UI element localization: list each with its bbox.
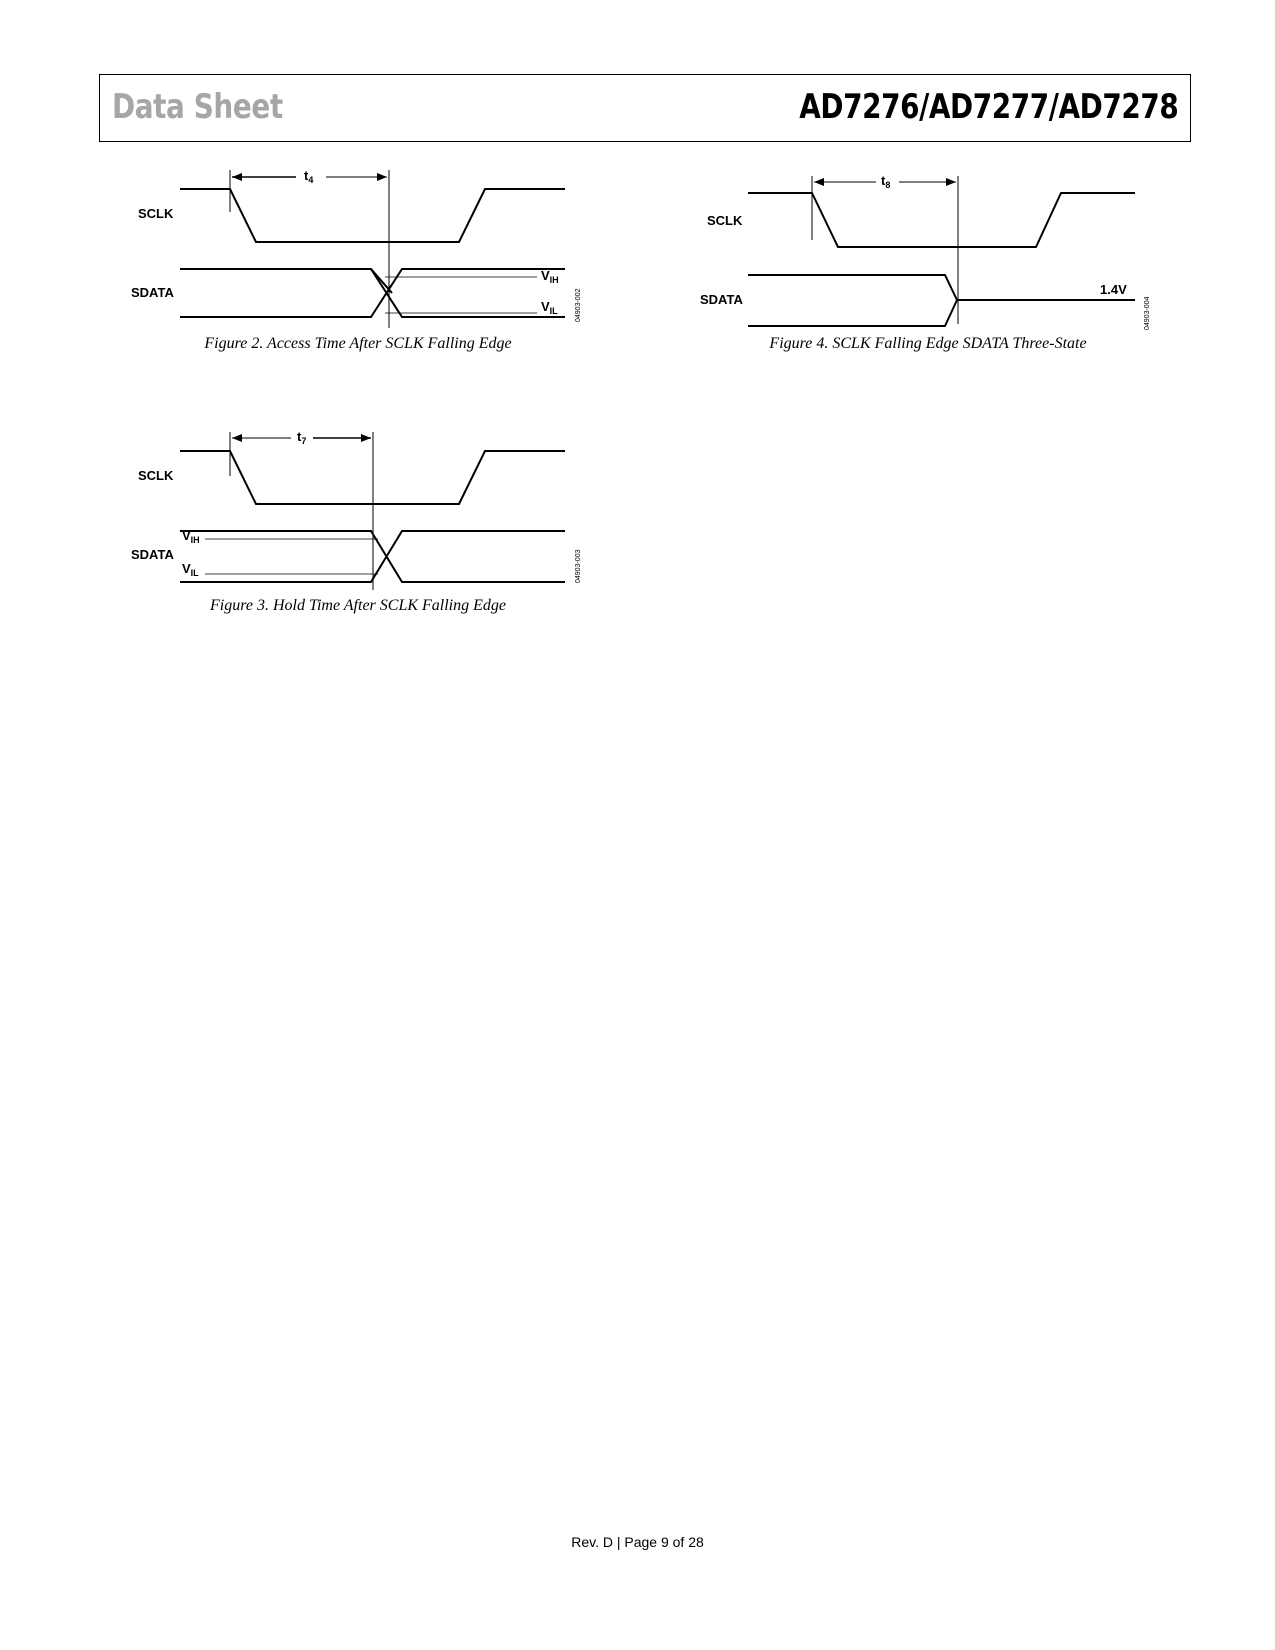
fig4-sclk-label: SCLK (707, 213, 743, 228)
figure-2-caption: Figure 2. Access Time After SCLK Falling Edge (204, 335, 512, 352)
figure-3-caption: Figure 3. Hold Time After SCLK Falling Edge (210, 597, 506, 614)
fig2-waveforms (131, 168, 582, 328)
fig4-sdata-upper (748, 275, 957, 300)
fig3-vil-label: $V_{IL}$ (182, 561, 199, 578)
fig4-sdata-label: SDATA (700, 292, 743, 307)
fig4-level-label: 1.4V (1100, 282, 1127, 297)
fig2-sdata-cross-b (180, 269, 565, 317)
fig3-waveforms (131, 429, 582, 590)
fig2-sclk-label: SCLK (138, 206, 174, 221)
fig2-sdata-cross-a (371, 269, 565, 317)
fig2-t4-label: $t_4$ (304, 168, 314, 185)
fig3-figure-code: 04903-003 (575, 549, 582, 583)
fig3-vih-label: $V_{IH}$ (182, 528, 200, 545)
fig2-vih-label: $V_{IH}$ (541, 268, 559, 285)
document-type-title: Data Sheet (112, 87, 283, 127)
fig4-t8-label: $t_8$ (881, 173, 891, 190)
fig3-sclk-label: SCLK (138, 468, 174, 483)
fig4-sdata-lower (748, 300, 957, 326)
fig4-figure-code: 04903-004 (1144, 296, 1151, 330)
fig2-sdata-upper (180, 269, 392, 293)
fig3-sdata-label: SDATA (131, 547, 174, 562)
part-number-title: AD7276/AD7277/AD7278 (798, 87, 1178, 127)
fig2-sclk-waveform (180, 189, 565, 242)
fig2-vil-label: $V_{IL}$ (541, 299, 558, 316)
fig2-sdata-label: SDATA (131, 285, 174, 300)
fig2-figure-code: 04903-002 (575, 288, 582, 322)
page-footer: Rev. D | Page 9 of 28 (571, 1534, 704, 1550)
fig4-sclk-waveform (748, 193, 1135, 247)
figure-4-caption: Figure 4. SCLK Falling Edge SDATA Three-State (769, 335, 1087, 352)
fig4-waveforms (700, 173, 1151, 330)
fig3-t7-label: $t_7$ (297, 429, 307, 446)
